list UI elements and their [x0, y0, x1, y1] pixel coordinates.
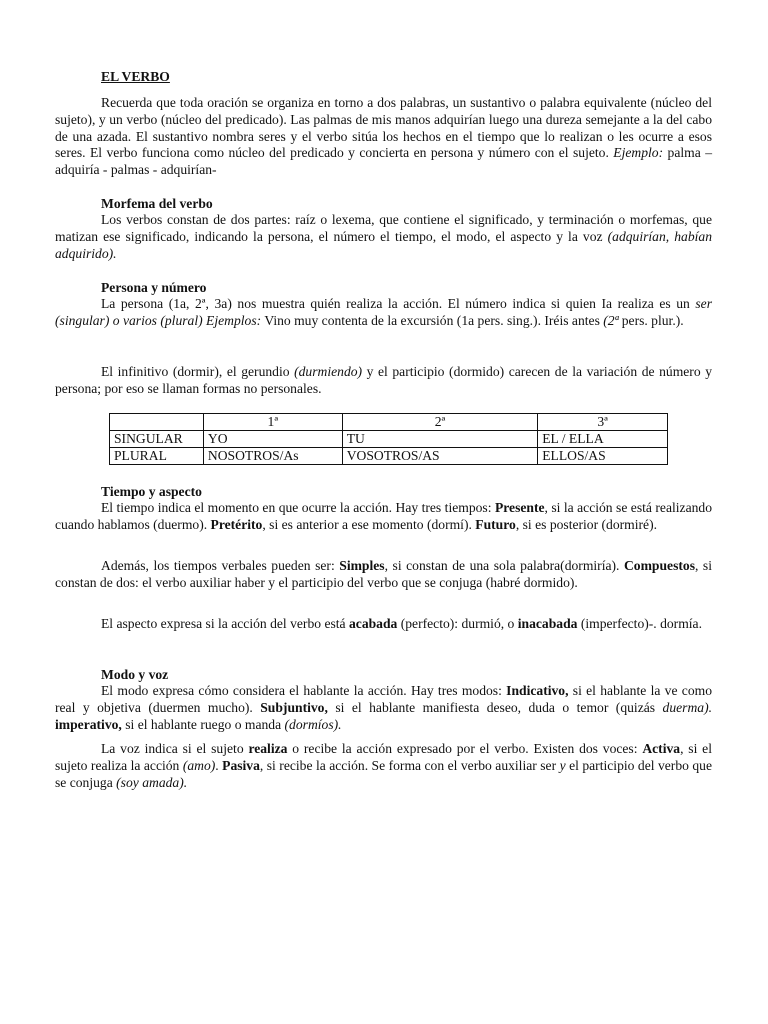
persona-p2-italic: (durmiendo)	[294, 364, 363, 379]
morfema-text: Los verbos constan de dos partes: raíz o lexema, que contiene el significado, y terminación o morfemas, que matizan ese significado, indicando la persona, el número el tiempo, el modo, el aspecto y la voz	[55, 212, 712, 244]
persona-p1-text-b: Vino muy contenta de la excursión (1a pers. sing.). Iréis antes	[261, 312, 604, 328]
indicativo-term: Indicativo,	[506, 683, 569, 698]
table-header-cell	[110, 414, 204, 431]
modo-p2-text-a: La voz indica si el sujeto	[101, 741, 249, 756]
morfema-paragraph	[55, 212, 712, 262]
table-cell: EL / ELLA	[538, 431, 668, 448]
intro-paragraph	[55, 95, 712, 179]
tiempo-p1-text-a: El tiempo indica el momento en que ocurre la acción. Hay tres tiempos:	[101, 500, 495, 515]
persona-paragraph-1	[55, 296, 712, 330]
tiempo-p2-text-b: , si constan de una sola palabra(dormiría).	[384, 558, 624, 573]
modo-p1-text-c: si el hablante manifiesta deseo, duda o temor (quizás	[327, 699, 663, 715]
activa-term: Activa	[642, 741, 681, 756]
compuestos-term: Compuestos	[623, 558, 695, 573]
table-header-cell: 2ª	[342, 414, 538, 431]
subjuntivo-term: Subjuntivo,	[260, 699, 328, 715]
intro-text: Recuerda que toda oración se organiza en torno a dos palabras, un sustantivo o palabra equivalente (núcleo del sujeto), y un verbo (núcleo del predicado). Las palmas de mis manos adquirían luego una dureza semejante a la del cabo de una azada. El sustantivo nombra seres y el verbo sitúa los hechos en el tiempo que lo realizan o les ocurre a esos seres. El verbo funciona como núcleo del predicado y concierta en persona y número con el sujeto.	[55, 95, 712, 161]
modo-p1-text-a: El modo expresa cómo considera el hablante la acción. Hay tres modos:	[101, 683, 507, 698]
modo-paragraph-2	[55, 741, 712, 791]
soy-amada-example: (soy amada).	[116, 774, 188, 790]
table-cell: PLURAL	[110, 448, 204, 465]
persona-heading: Persona y número	[101, 280, 207, 295]
persona-p2-text-b: y el participio (dormido) carecen de la variación de número y persona; por eso se llaman formas no personales.	[55, 364, 712, 396]
acabada-term: acabada	[348, 616, 398, 631]
tiempo-paragraph-2	[55, 558, 712, 592]
intro-example-label: Ejemplo:	[613, 145, 664, 161]
morfema-heading: Morfema del verbo	[101, 196, 213, 211]
tiempo-p1-text-c: , si es anterior a ese momento (dormí).	[262, 516, 476, 532]
duerma-example: duerma).	[662, 699, 712, 715]
table-cell: VOSOTROS/AS	[342, 448, 538, 465]
modo-p1-text-b: si el hablante la ve como real y objetiva (duermen mucho).	[55, 683, 713, 715]
persona-p2-text-a: El infinitivo (dormir), el gerundio	[101, 364, 295, 379]
modo-p1-text-e: si el hablante ruego o manda	[121, 716, 285, 732]
presente-term: Presente	[494, 500, 545, 515]
table-row	[110, 431, 668, 448]
pasiva-term: Pasiva	[222, 757, 260, 773]
modo-p2-text-b: o recibe la acción expresado por el verbo. Existen dos voces:	[287, 741, 643, 756]
modo-p2-text-f: el participio del verbo que se conjuga	[55, 757, 713, 790]
tiempo-p1-text-b: , si la acción se está realizando cuando hablamos (duermo).	[55, 500, 712, 532]
table-cell: YO	[203, 431, 342, 448]
tiempo-paragraph-3	[55, 616, 712, 633]
modo-p2-text-c: , si el sujeto realiza la acción	[55, 741, 712, 773]
y-italic: y	[559, 757, 566, 773]
tiempo-p2-text-a: Además, los tiempos verbales pueden ser:	[101, 558, 340, 573]
table-cell: SINGULAR	[110, 431, 204, 448]
futuro-term: Futuro	[475, 516, 516, 532]
imperativo-term: imperativo,	[55, 716, 122, 732]
persona-p1-text-c: pers. plur.).	[618, 312, 684, 328]
persona-paragraph-2	[55, 364, 712, 398]
table-header-cell: 3ª	[538, 414, 668, 431]
simples-term: Simples	[339, 558, 385, 573]
modo-p2-text-e: , si recibe la acción. Se forma con el verbo auxiliar ser	[259, 757, 560, 773]
tiempo-p3-text-b: (perfecto): durmió, o	[397, 616, 518, 631]
amo-example: (amo)	[182, 757, 216, 773]
tiempo-p1-text-d: , si es posterior (dormiré).	[515, 516, 658, 532]
morfema-example: (adquirían, habían adquirido).	[55, 228, 712, 261]
dormios-example: (dormíos).	[284, 716, 342, 732]
preterito-term: Pretérito	[210, 516, 263, 532]
inacabada-term: inacabada	[517, 616, 578, 631]
persona-p1-italic-2: (2ª	[603, 312, 619, 328]
persona-p1-text-a: La persona (1a, 2ª, 3a) nos muestra quién realiza la acción. El número indica si quien Ia realiza es un	[101, 296, 696, 311]
modo-paragraph-1	[55, 683, 712, 733]
tiempo-heading: Tiempo y aspecto	[101, 484, 202, 499]
intro-example-text: palma – adquiría - palmas - adquirían-	[55, 145, 712, 178]
table-cell: TU	[342, 431, 538, 448]
modo-heading: Modo y voz	[101, 667, 169, 682]
persona-p1-italic: ser (singular) o varios (plural) Ejemplos:	[55, 296, 712, 328]
table-header-cell: 1ª	[203, 414, 342, 431]
tiempo-p2-text-c: , si constan de dos: el verbo auxiliar haber y el participio del verbo que se conjuga (habré dormido).	[55, 558, 712, 590]
table-cell: ELLOS/AS	[538, 448, 668, 465]
table-cell: NOSOTROS/As	[203, 448, 342, 465]
table-row	[110, 448, 668, 465]
document-title: EL VERBO	[101, 69, 170, 84]
tiempo-paragraph-1	[55, 500, 712, 534]
modo-p2-text-d: .	[215, 757, 223, 773]
tiempo-p3-text-c: (imperfecto)-. dormía.	[577, 616, 702, 631]
table-header-row	[110, 414, 668, 431]
tiempo-p3-text-a: El aspecto expresa si la acción del verbo está	[101, 616, 349, 631]
realiza-term: realiza	[248, 741, 288, 756]
conjugation-table	[109, 413, 668, 465]
